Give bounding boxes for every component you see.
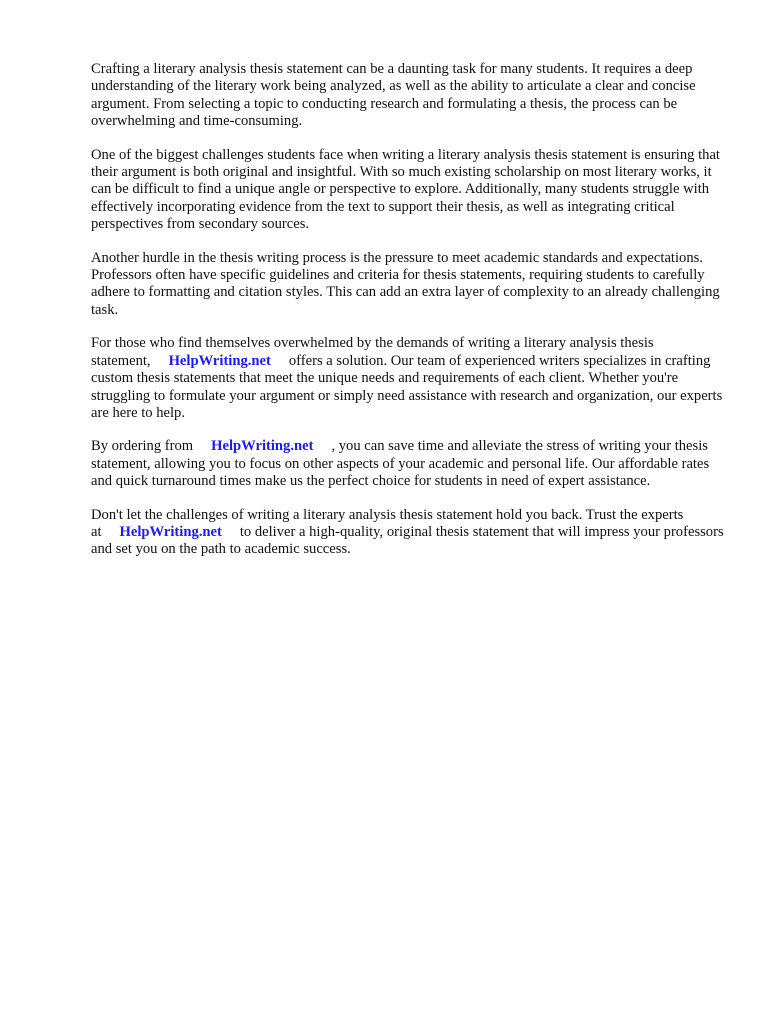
paragraph-text: Crafting a literary analysis thesis statement can be a daunting task for many students. It requires a deep understanding of the literary work being analyzed, as well as the ability to articulate a clear and concise argument. From selecting a topic to conducting research and formulating a thesis, the process can be overwhelming and time-consuming. xyxy=(91,61,696,130)
paragraph-challenges xyxy=(91,147,727,234)
document-body xyxy=(91,61,727,575)
paragraph-text-after: offers a solution. Our team of experienced writers specializes in crafting custom thesis statements that meet the unique needs and requirements of each client. Whether you're struggling to formulate your argument or simply need assistance with research and organization, our experts are here to help. xyxy=(91,352,723,421)
paragraph-intro xyxy=(91,61,727,131)
paragraph-text-before: By ordering from xyxy=(91,438,194,455)
paragraph-hurdles xyxy=(91,250,727,320)
paragraph-ordering xyxy=(91,438,727,490)
paragraph-solution xyxy=(91,335,727,422)
paragraph-text: Another hurdle in the thesis writing process is the pressure to meet academic standards and expectations. Professors often have specific guidelines and criteria for thesis statements, requiring students to carefully adhere to formatting and citation styles. This can add an extra layer of complexity to an already challenging task. xyxy=(91,249,720,318)
helpwriting-link[interactable]: HelpWriting.net xyxy=(211,438,314,455)
helpwriting-link[interactable]: HelpWriting.net xyxy=(119,523,222,540)
paragraph-text-after: , you can save time and alleviate the stress of writing your thesis statement, allowing you to focus on other aspects of your academic and personal life. Our affordable rates and quick turnaround times make us the perfect choice for students in need of expert assistance. xyxy=(91,438,710,490)
helpwriting-link[interactable]: HelpWriting.net xyxy=(168,352,271,369)
paragraph-text-before: Don't let the challenges of writing a literary analysis thesis statement hold you back. Trust the experts at xyxy=(91,506,684,540)
paragraph-text-after: to deliver a high-quality, original thesis statement that will impress your professors and set you on the path to academic success. xyxy=(91,523,724,558)
paragraph-text: One of the biggest challenges students face when writing a literary analysis thesis statement is ensuring that their argument is both original and insightful. With so much existing scholarship on most literary works, it can be difficult to find a unique angle or perspective to explore. Additionally, many students struggle with effectively incorporating evidence from the text to support their thesis, as well as integrating critical perspectives from secondary sources. xyxy=(91,146,720,233)
paragraph-closing xyxy=(91,507,727,559)
paragraph-text-before: For those who find themselves overwhelmed by the demands of writing a literary analysis thesis statement, xyxy=(91,335,654,369)
